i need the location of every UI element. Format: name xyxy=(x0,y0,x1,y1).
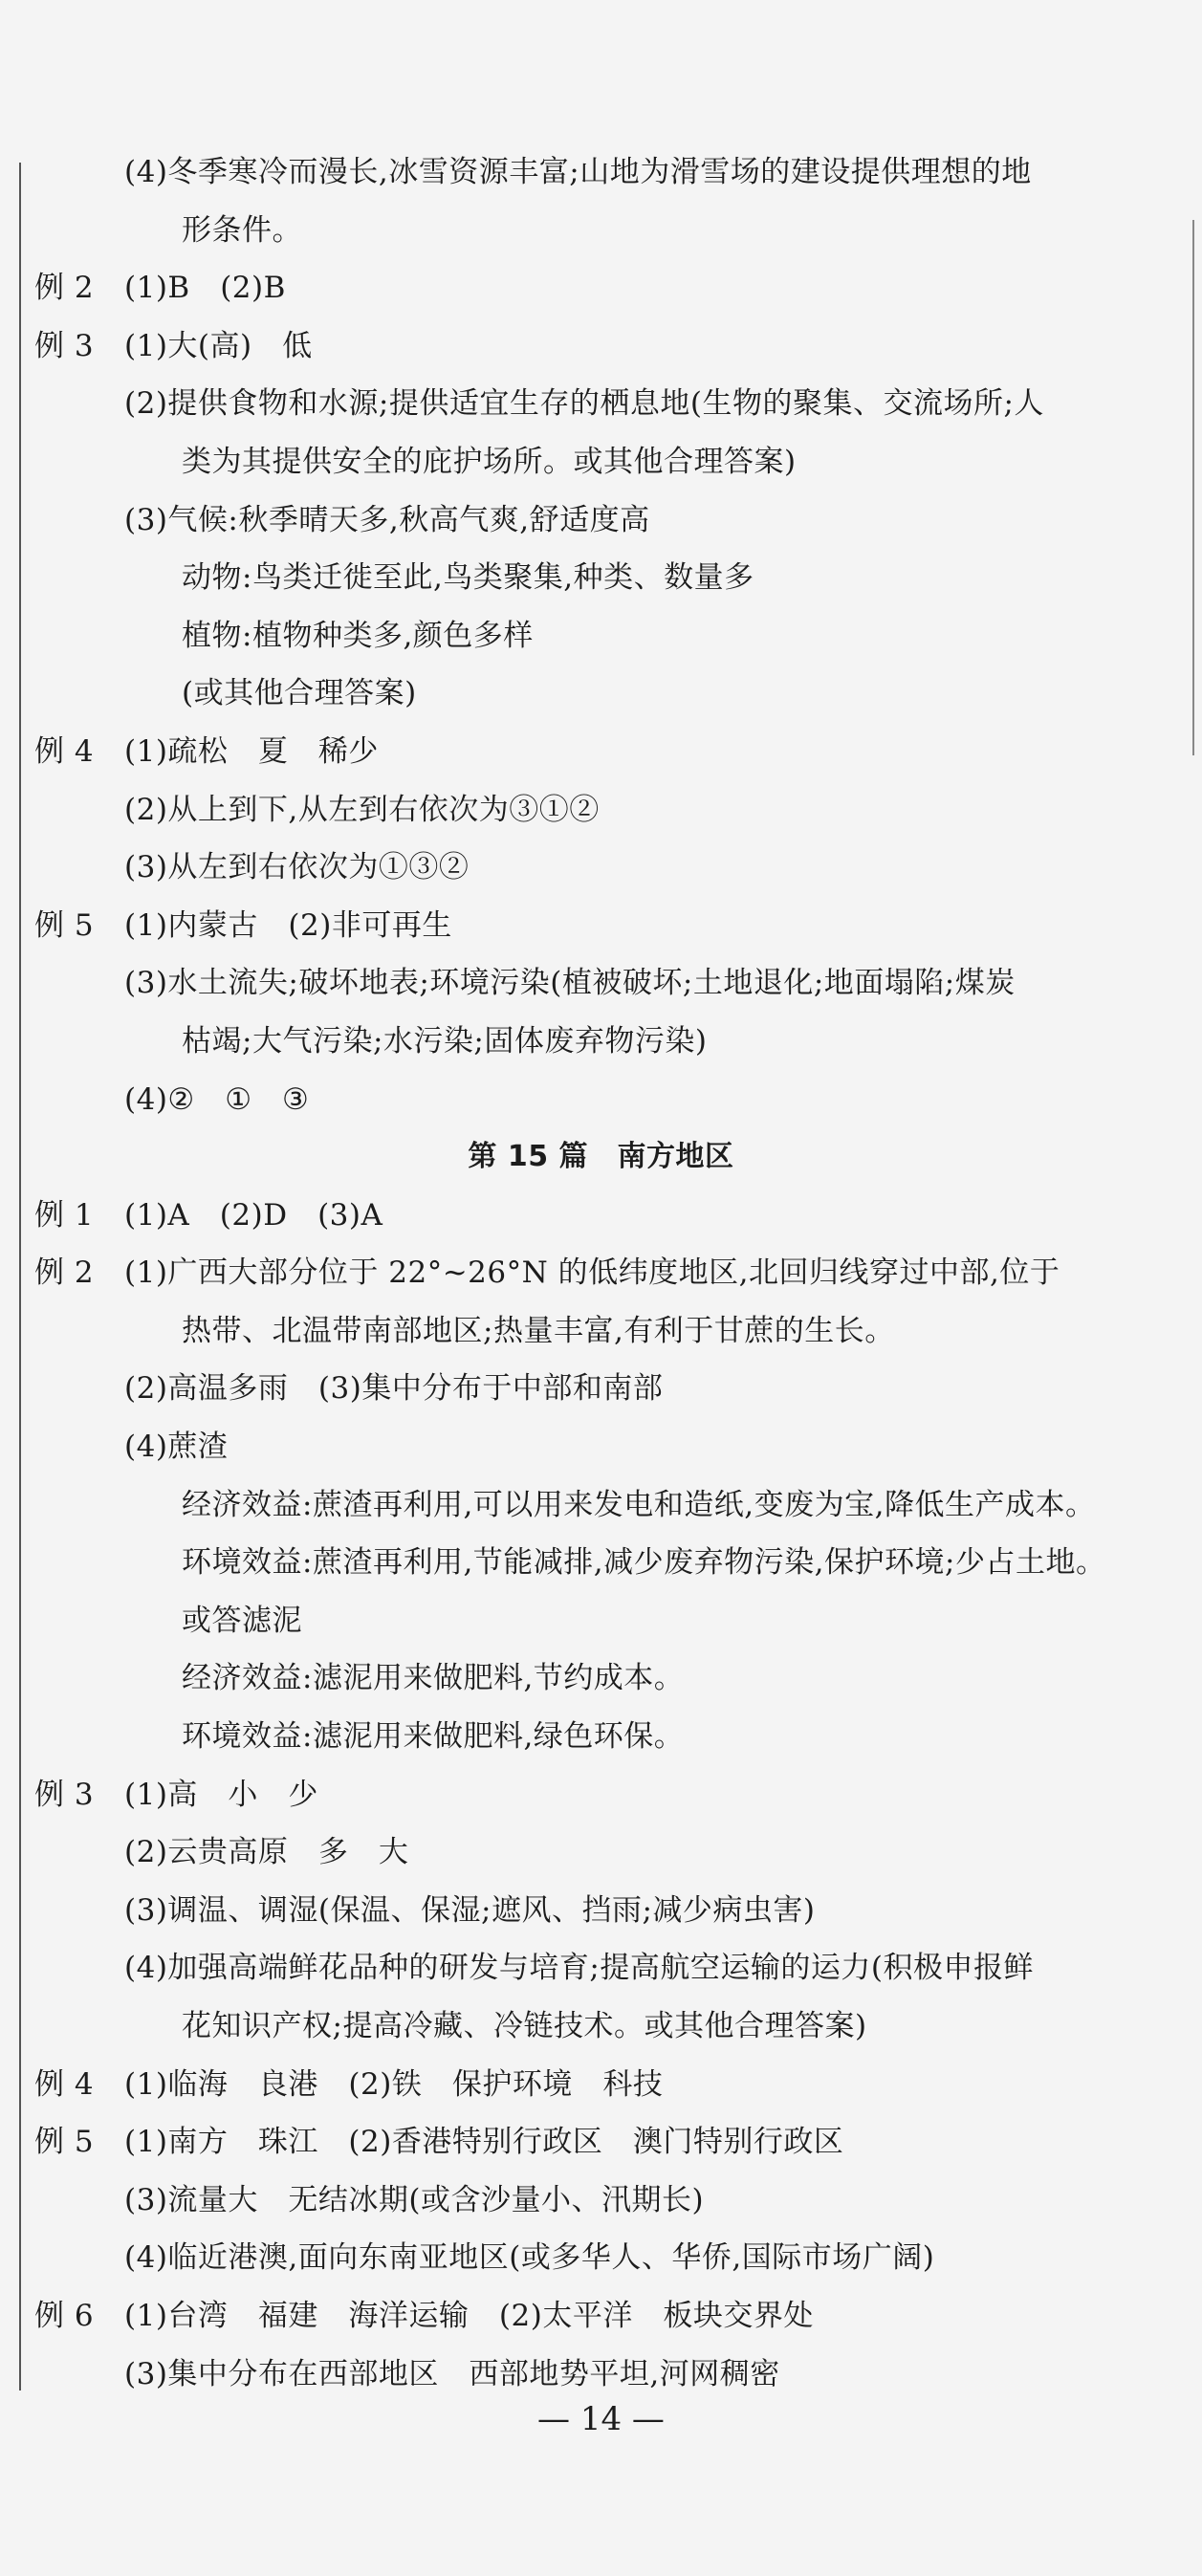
answer-text: 动物:鸟类迁徙至此,鸟类聚集,种类、数量多 xyxy=(182,560,754,596)
answer-text: (4)蔗渣 xyxy=(124,1430,229,1465)
answer-text: (3)集中分布在西部地区 西部地势平坦,河网稠密 xyxy=(124,2356,780,2391)
answer-text: (1)广西大部分位于 22°~26°N 的低纬度地区,北回归线穿过中部,位于 xyxy=(124,1255,1060,1291)
answer-text: (1)内蒙古 (2)非可再生 xyxy=(124,907,452,943)
answer-line xyxy=(0,2113,1202,2172)
answer-text: (4)加强高端鲜花品种的研发与培育;提高航空运输的运力(积极申报鲜 xyxy=(124,1951,1034,1986)
example-label: 例 6 xyxy=(34,2298,95,2333)
answer-text: (1)疏松 夏 稀少 xyxy=(124,733,379,769)
answer-text: (1)台湾 福建 海洋运输 (2)太平洋 板块交界处 xyxy=(124,2298,814,2333)
answer-line xyxy=(0,1476,1202,1535)
answer-line xyxy=(0,491,1202,550)
answer-line xyxy=(0,2229,1202,2287)
answer-line xyxy=(0,1244,1202,1302)
answer-line xyxy=(0,897,1202,955)
answer-text: 形条件。 xyxy=(182,212,302,248)
answer-line xyxy=(0,781,1202,840)
answer-line xyxy=(0,202,1202,260)
answer-text: 花知识产权;提高冷藏、冷链技术。或其他合理答案) xyxy=(182,2009,867,2043)
answer-line xyxy=(0,1187,1202,1245)
answer-text: (或其他合理答案) xyxy=(182,676,417,711)
answer-line xyxy=(0,607,1202,666)
answer-line xyxy=(0,259,1202,317)
answer-text: 植物:植物种类多,颜色多样 xyxy=(182,618,534,653)
answer-line xyxy=(0,2172,1202,2230)
example-label: 例 1 xyxy=(34,1197,95,1233)
answer-line xyxy=(0,317,1202,376)
answer-text: 环境效益:滤泥用来做肥料,绿色环保。 xyxy=(182,1719,685,1755)
answer-text: (1)临海 良港 (2)铁 保护环境 科技 xyxy=(124,2066,664,2102)
answer-line xyxy=(0,1939,1202,1997)
answer-content xyxy=(0,143,1202,2403)
answer-line xyxy=(0,549,1202,607)
answer-line xyxy=(0,1534,1202,1592)
answer-line xyxy=(0,1592,1202,1650)
answer-line xyxy=(0,375,1202,433)
answer-line xyxy=(0,1997,1202,2056)
answer-text: (3)流量大 无结冰期(或含沙量小、汛期长) xyxy=(124,2182,705,2217)
answer-line xyxy=(0,1649,1202,1708)
example-label: 例 2 xyxy=(34,1255,95,1291)
answer-line xyxy=(0,723,1202,781)
answer-text: (2)从上到下,从左到右依次为③①② xyxy=(124,792,600,827)
example-label: 例 3 xyxy=(34,1777,95,1812)
answer-text: 经济效益:滤泥用来做肥料,节约成本。 xyxy=(182,1661,685,1696)
example-label: 例 5 xyxy=(34,907,95,943)
answer-text: 枯竭;大气污染;水污染;固体废弃物污染) xyxy=(182,1023,708,1059)
example-label: 例 5 xyxy=(34,2125,95,2160)
answer-line xyxy=(0,433,1202,491)
answer-text: (3)水土流失;破坏地表;环境污染(植被破坏;土地退化;地面塌陷;煤炭 xyxy=(124,966,1016,1001)
answer-line xyxy=(0,839,1202,897)
answer-text: 热带、北温带南部地区;热量丰富,有利于甘蔗的生长。 xyxy=(182,1313,895,1348)
page-number: — 14 — xyxy=(537,2400,665,2438)
answer-text: (3)气候:秋季晴天多,秋高气爽,舒适度高 xyxy=(124,502,650,537)
answer-line xyxy=(0,1766,1202,1824)
section-heading: 第 15 篇 南方地区 xyxy=(468,1140,734,1174)
answer-line xyxy=(0,143,1202,202)
answer-text: (2)云贵高原 多 大 xyxy=(124,1835,409,1870)
answer-line xyxy=(0,1823,1202,1882)
answer-text: (1)大(高) 低 xyxy=(124,328,313,363)
answer-text: 或答滤泥 xyxy=(182,1603,302,1638)
answer-text: (2)高温多雨 (3)集中分布于中部和南部 xyxy=(124,1371,664,1407)
answer-text: (4)② ① ③ xyxy=(124,1081,310,1117)
answer-text: 类为其提供安全的庇护场所。或其他合理答案) xyxy=(182,444,797,479)
answer-line xyxy=(0,1882,1202,1940)
example-label: 例 4 xyxy=(34,733,95,769)
answer-line xyxy=(0,1071,1202,1129)
answer-line xyxy=(0,1418,1202,1476)
answer-text: (3)从左到右依次为①③② xyxy=(124,850,470,885)
answer-text: (3)调温、调湿(保温、保湿;遮风、挡雨;减少病虫害) xyxy=(124,1892,816,1928)
answer-text: 环境效益:蔗渣再利用,节能减排,减少废弃物污染,保护环境;少占土地。 xyxy=(182,1545,1106,1581)
answer-text: 经济效益:蔗渣再利用,可以用来发电和造纸,变废为宝,降低生产成本。 xyxy=(182,1487,1096,1522)
answer-text: (1)高 小 少 xyxy=(124,1777,318,1812)
answer-line xyxy=(0,2287,1202,2346)
answer-line xyxy=(0,954,1202,1013)
answer-text: (4)冬季寒冷而漫长,冰雪资源丰富;山地为滑雪场的建设提供理想的地 xyxy=(124,155,1032,189)
answer-text: (4)临近港澳,面向东南亚地区(或多华人、华侨,国际市场广阔) xyxy=(124,2240,935,2276)
answer-line xyxy=(0,1708,1202,1766)
answer-text: (1)B (2)B xyxy=(124,271,286,306)
example-label: 例 3 xyxy=(34,328,95,363)
example-label: 例 2 xyxy=(34,271,95,306)
answer-line xyxy=(0,1360,1202,1418)
answer-line xyxy=(0,1302,1202,1361)
answer-text: (1)南方 珠江 (2)香港特别行政区 澳门特别行政区 xyxy=(124,2125,844,2160)
answer-text: (2)提供食物和水源;提供适宜生存的栖息地(生物的聚集、交流场所;人 xyxy=(124,386,1044,422)
example-label: 例 4 xyxy=(34,2066,95,2102)
answer-line xyxy=(0,1013,1202,1071)
answer-text: (1)A (2)D (3)A xyxy=(124,1197,383,1233)
answer-line xyxy=(0,665,1202,723)
answer-line xyxy=(0,2056,1202,2114)
